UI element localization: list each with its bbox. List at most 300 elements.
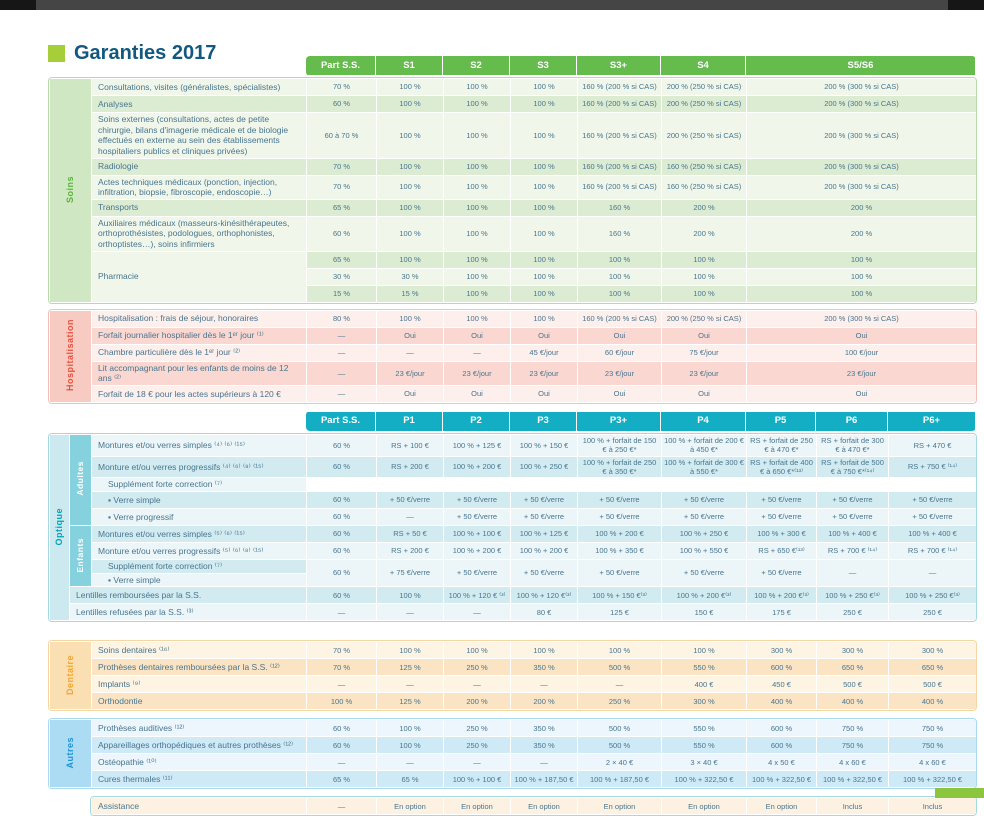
value-cell: 160 % (200 % si CAS) — [578, 158, 662, 175]
value-cell: 160 % (200 % si CAS) — [578, 113, 662, 159]
column-header-p5: P5 — [746, 411, 816, 431]
value-cell: 100 % + forfait de 300 € à 550 €* — [662, 456, 747, 478]
value-cell: 160 % (200 % si CAS) — [578, 310, 662, 327]
table-row — [50, 327, 977, 344]
column-header-p3: P3 — [510, 411, 577, 431]
section-label-soins-text: Soins — [64, 175, 75, 203]
value-cell: 30 % — [307, 268, 377, 285]
value-cell: 200 % — [662, 199, 747, 216]
value-cell: 100 % — [511, 216, 578, 251]
value-cell: 80 % — [307, 310, 377, 327]
value-cell: — — [444, 754, 511, 771]
value-cell: 70 % — [307, 642, 377, 659]
value-cell: 100 % + 100 € — [444, 771, 511, 788]
value-cell: RS + 200 € — [377, 543, 444, 560]
table-row — [50, 113, 977, 159]
table-row — [50, 771, 977, 788]
value-cell: 550 % — [662, 737, 747, 754]
optique-section-host — [48, 433, 979, 622]
value-cell: 500 % — [578, 720, 662, 737]
value-cell: + 50 €/verre — [747, 560, 817, 587]
value-cell: — — [377, 604, 444, 621]
section-label-hospitalisation-text: Hospitalisation — [64, 319, 75, 392]
value-cell: 60 % — [307, 587, 377, 604]
value-cell: — — [377, 344, 444, 361]
row-label: ▪ Verre simple — [92, 492, 307, 509]
value-cell: 70 % — [307, 79, 377, 96]
value-cell: 100 % — [444, 96, 511, 113]
value-cell: — — [444, 676, 511, 693]
row-label: Forfait de 18 € pour les actes supérieurs à 120 € — [92, 385, 307, 402]
value-cell: 200 % (250 % si CAS) — [662, 96, 747, 113]
value-cell: En option — [377, 798, 444, 815]
value-cell: 750 % — [889, 720, 977, 737]
value-cell: 100 % — [511, 158, 578, 175]
value-cell: 4 x 60 € — [889, 754, 977, 771]
value-cell: 200 % (300 % si CAS) — [747, 310, 977, 327]
value-cell: 100 % + forfait de 150 € à 250 €* — [578, 434, 662, 456]
value-cell: 250 € — [817, 604, 889, 621]
row-label: Soins dentaires ⁽¹⁶⁾ — [92, 642, 307, 659]
value-cell: 100 % + 100 € — [444, 526, 511, 543]
value-cell: 400 % — [889, 693, 977, 710]
value-cell: Oui — [662, 327, 747, 344]
value-cell: 650 % — [889, 659, 977, 676]
value-cell: 100 % + 200 € — [578, 526, 662, 543]
value-cell: 15 % — [377, 285, 444, 302]
value-cell: Oui — [747, 385, 977, 402]
value-cell: 65 % — [307, 251, 377, 268]
value-cell: 4 x 50 € — [747, 754, 817, 771]
value-cell: + 50 €/verre — [444, 509, 511, 526]
value-cell: 100 % — [377, 199, 444, 216]
column-header-table — [305, 411, 976, 432]
value-cell: + 50 €/verre — [511, 560, 578, 587]
value-cell: — — [511, 754, 578, 771]
table-row — [50, 604, 977, 621]
row-label: Lentilles remboursées par la S.S. — [70, 587, 307, 604]
value-cell: RS + 100 € — [377, 434, 444, 456]
value-cell: 100 % + 350 € — [578, 543, 662, 560]
value-cell: 100 % — [377, 175, 444, 199]
value-cell: 160 % (200 % si CAS) — [578, 96, 662, 113]
column-header-part-s-s-: Part S.S. — [306, 56, 376, 76]
column-header-row — [306, 411, 976, 431]
table-row — [50, 693, 977, 710]
value-cell: 100 % — [662, 251, 747, 268]
value-cell: 100 % — [662, 642, 747, 659]
value-cell: 100 % — [377, 587, 444, 604]
row-label: Supplément forte correction ⁽⁷⁾ — [92, 560, 307, 574]
value-cell: 23 €/jour — [662, 361, 747, 385]
value-cell: 100 % — [747, 251, 977, 268]
value-cell: 125 % — [377, 659, 444, 676]
page-title-text: Garanties 2017 — [74, 42, 217, 64]
value-cell: 100 % — [578, 251, 662, 268]
value-cell: — — [511, 676, 578, 693]
value-cell: 160 % (250 % si CAS) — [662, 158, 747, 175]
value-cell: 65 % — [307, 199, 377, 216]
value-cell: 23 €/jour — [444, 361, 511, 385]
value-cell: 100 % — [578, 642, 662, 659]
value-cell: 600 % — [747, 659, 817, 676]
value-cell: 100 % + forfait de 250 € à 350 €* — [578, 456, 662, 478]
value-cell: + 50 €/verre — [662, 509, 747, 526]
value-cell: 100 % + 322,50 € — [662, 771, 747, 788]
value-cell: 4 x 60 € — [817, 754, 889, 771]
value-cell: + 50 €/verre — [511, 509, 578, 526]
row-label: Appareillages orthopédiques et autres prothèses ⁽¹²⁾ — [92, 737, 307, 754]
value-cell: 100 % + 550 € — [662, 543, 747, 560]
column-header-p1: P1 — [376, 411, 443, 431]
row-label: Pharmacie — [92, 251, 307, 302]
value-cell: 200 % (300 % si CAS) — [747, 158, 977, 175]
table-row — [50, 737, 977, 754]
value-cell: RS + forfait de 300 € à 470 €* — [817, 434, 889, 456]
value-cell: 200 % (300 % si CAS) — [747, 79, 977, 96]
value-cell: 100 % — [444, 113, 511, 159]
value-cell: 100 % — [444, 268, 511, 285]
row-label: Actes techniques médicaux (ponction, injection, infiltration, biopsie, fibroscopie, endoscopie…) — [92, 175, 307, 199]
value-cell: 45 €/jour — [511, 344, 578, 361]
value-cell: 500 % — [578, 659, 662, 676]
value-cell: 100 % — [377, 96, 444, 113]
value-cell: Oui — [377, 327, 444, 344]
value-cell: 100 % + 120 €⁽³⁾ — [511, 587, 578, 604]
value-cell: 100 % — [377, 310, 444, 327]
value-cell: 23 €/jour — [578, 361, 662, 385]
value-cell: 70 % — [307, 175, 377, 199]
value-cell: + 50 €/verre — [889, 509, 977, 526]
value-cell: 60 €/jour — [578, 344, 662, 361]
value-cell: 23 €/jour — [377, 361, 444, 385]
value-cell: 100 % — [377, 720, 444, 737]
section-label-hospitalisation — [50, 310, 92, 402]
table-row — [50, 526, 977, 543]
value-cell: 100 % + 150 € — [511, 434, 578, 456]
autres-table — [49, 719, 977, 788]
value-cell: — — [377, 509, 444, 526]
value-cell: — — [307, 604, 377, 621]
row-label: Analyses — [92, 96, 307, 113]
value-cell: 100 % — [511, 79, 578, 96]
value-cell: 160 % (200 % si CAS) — [578, 79, 662, 96]
value-cell: 100 €/jour — [747, 344, 977, 361]
value-cell: — — [377, 676, 444, 693]
value-cell: 100 % + 200 €⁽³⁾ — [747, 587, 817, 604]
value-cell: — — [307, 361, 377, 385]
row-label: Monture et/ou verres progressifs ⁽⁵⁾ ⁽⁶⁾ ⁽⁸⁾ ⁽¹⁵⁾ — [92, 543, 307, 560]
value-cell: 3 × 40 € — [662, 754, 747, 771]
table-row — [50, 509, 977, 526]
table-row — [50, 199, 977, 216]
value-cell: — — [307, 327, 377, 344]
empty-cell — [307, 478, 977, 492]
window-top-bar — [0, 0, 984, 10]
value-cell: Oui — [444, 327, 511, 344]
value-cell: + 50 €/verre — [444, 560, 511, 587]
value-cell: 160 % — [578, 199, 662, 216]
table-row — [50, 216, 977, 251]
value-cell: + 50 €/verre — [889, 492, 977, 509]
value-cell: 100 % + 250 € — [662, 526, 747, 543]
soins-section — [48, 77, 977, 304]
value-cell: 200 % (300 % si CAS) — [747, 175, 977, 199]
value-cell: 250 % — [444, 720, 511, 737]
row-label: Lentilles refusées par la S.S. ⁽³⁾ — [70, 604, 307, 621]
value-cell: + 50 €/verre — [662, 492, 747, 509]
value-cell: + 50 €/verre — [662, 560, 747, 587]
value-cell: RS + forfait de 250 € à 470 €* — [747, 434, 817, 456]
value-cell: 100 % — [377, 113, 444, 159]
value-cell: Oui — [377, 385, 444, 402]
row-label: Ostéopathie ⁽¹⁰⁾ — [92, 754, 307, 771]
row-label: Lit accompagnant pour les enfants de moins de 12 ans ⁽²⁾ — [92, 361, 307, 385]
value-cell: 100 % + 200 €⁽³⁾ — [662, 587, 747, 604]
value-cell: 100 % — [377, 158, 444, 175]
column-header-s3-: S3+ — [577, 56, 661, 76]
value-cell: 100 % — [511, 96, 578, 113]
subgroup-label-adultes — [70, 434, 92, 525]
value-cell: 100 % — [511, 175, 578, 199]
value-cell: 100 % — [307, 693, 377, 710]
value-cell: 600 % — [747, 737, 817, 754]
value-cell: 100 % + 250 € — [511, 456, 578, 478]
value-cell: 100 % — [444, 158, 511, 175]
column-header-table — [305, 55, 976, 76]
value-cell: 60 % — [307, 509, 377, 526]
column-header-p6: P6 — [816, 411, 888, 431]
value-cell: 80 € — [511, 604, 578, 621]
value-cell: 100 % — [511, 113, 578, 159]
column-header-s5-s6: S5/S6 — [746, 56, 976, 76]
hospitalisation-section-host — [48, 309, 979, 404]
value-cell: 200 % (300 % si CAS) — [747, 96, 977, 113]
value-cell: 250 € — [889, 604, 977, 621]
value-cell: + 50 €/verre — [747, 492, 817, 509]
value-cell: 60 % — [307, 543, 377, 560]
value-cell: — — [889, 560, 977, 587]
table-row — [50, 587, 977, 604]
value-cell: 100 % — [377, 642, 444, 659]
section-label-autres-text: Autres — [64, 736, 75, 769]
value-cell: 400 % — [747, 693, 817, 710]
row-label: Auxiliaires médicaux (masseurs-kinésithérapeutes, orthoprothésistes, podologues, orthophonistes, orthoptistes…), soins infirmiers — [92, 216, 307, 251]
value-cell: + 50 €/verre — [817, 509, 889, 526]
value-cell: 65 % — [307, 771, 377, 788]
row-label: Montures et/ou verres simples ⁽⁴⁾ ⁽⁶⁾ ⁽¹⁵⁾ — [92, 434, 307, 456]
value-cell: 100 % — [662, 285, 747, 302]
value-cell: 250 % — [444, 737, 511, 754]
table-row — [50, 456, 977, 478]
soins-section-host — [48, 77, 979, 304]
subgroup-label-enfants — [70, 526, 92, 587]
value-cell: 100 % + 400 € — [817, 526, 889, 543]
value-cell: 250 % — [444, 659, 511, 676]
value-cell: — — [444, 344, 511, 361]
value-cell: 100 % + 200 € — [444, 456, 511, 478]
value-cell: RS + 200 € — [377, 456, 444, 478]
column-header-s3: S3 — [510, 56, 577, 76]
value-cell: 500 % — [578, 737, 662, 754]
value-cell: 200 % — [444, 693, 511, 710]
value-cell: 60 à 70 % — [307, 113, 377, 159]
value-cell: 300 % — [662, 693, 747, 710]
value-cell: Oui — [511, 385, 578, 402]
section-label-dentaire-text: Dentaire — [64, 654, 75, 695]
value-cell: RS + 750 € ⁽¹⁴⁾ — [889, 456, 977, 478]
section-label-dentaire — [50, 642, 92, 710]
value-cell: + 50 €/verre — [578, 492, 662, 509]
value-cell: En option — [747, 798, 817, 815]
value-cell: Oui — [578, 327, 662, 344]
value-cell: 100 % — [444, 79, 511, 96]
autres-section-host — [48, 718, 979, 789]
table-row — [50, 754, 977, 771]
value-cell: 100 % + 125 € — [511, 526, 578, 543]
section-label-soins — [50, 79, 92, 303]
value-cell: 70 % — [307, 659, 377, 676]
hospitalisation-table — [49, 310, 977, 403]
row-label: Montures et/ou verres simples ⁽⁵⁾ ⁽⁶⁾ ⁽¹⁵⁾ — [92, 526, 307, 543]
value-cell: 150 € — [662, 604, 747, 621]
row-label: Monture et/ou verres progressifs ⁽⁴⁾ ⁽⁶⁾ ⁽⁸⁾ ⁽¹⁵⁾ — [92, 456, 307, 478]
value-cell: 400 € — [662, 676, 747, 693]
optique-section — [48, 433, 977, 622]
value-cell: + 50 €/verre — [578, 560, 662, 587]
column-header-s1: S1 — [376, 56, 443, 76]
row-label: Forfait journalier hospitalier dès le 1ᵉʳ jour ⁽¹⁾ — [92, 327, 307, 344]
value-cell: 30 % — [377, 268, 444, 285]
subgroup-label-adultes-text: Adultes — [75, 461, 86, 497]
value-cell: RS + 50 € — [377, 526, 444, 543]
value-cell: 100 % — [511, 268, 578, 285]
value-cell: 750 % — [817, 737, 889, 754]
row-label: Consultations, visites (généralistes, spécialistes) — [92, 79, 307, 96]
value-cell: 100 % — [511, 642, 578, 659]
table-row — [50, 720, 977, 737]
row-label: Orthodontie — [92, 693, 307, 710]
subgroup-label-enfants-text: Enfants — [75, 537, 86, 573]
value-cell: 100 % — [747, 268, 977, 285]
value-cell: 100 % + 187,50 € — [511, 771, 578, 788]
value-cell: 175 € — [747, 604, 817, 621]
value-cell: 60 % — [307, 737, 377, 754]
value-cell: Oui — [511, 327, 578, 344]
value-cell: 160 % (200 % si CAS) — [578, 175, 662, 199]
value-cell: 100 % + 120 € ⁽³⁾ — [444, 587, 511, 604]
value-cell: 100 % — [444, 642, 511, 659]
value-cell: 100 % — [377, 79, 444, 96]
table-row — [50, 478, 977, 492]
value-cell: En option — [511, 798, 578, 815]
value-cell: 60 % — [307, 96, 377, 113]
value-cell: 100 % + 125 € — [444, 434, 511, 456]
value-cell: En option — [578, 798, 662, 815]
table-row — [92, 798, 977, 815]
row-label: Supplément forte correction ⁽⁷⁾ — [92, 478, 307, 492]
value-cell: 100 % — [511, 251, 578, 268]
value-cell: + 50 €/verre — [444, 492, 511, 509]
value-cell: En option — [662, 798, 747, 815]
table-row — [50, 344, 977, 361]
column-header-p3-: P3+ — [577, 411, 661, 431]
section-label-optique — [50, 434, 70, 620]
column-header-part-s-s-: Part S.S. — [306, 411, 376, 431]
value-cell: 100 % + 150 €⁽³⁾ — [578, 587, 662, 604]
row-label: Prothèses auditives ⁽¹²⁾ — [92, 720, 307, 737]
value-cell: 300 % — [889, 642, 977, 659]
value-cell: + 75 €/verre — [377, 560, 444, 587]
table-row — [50, 96, 977, 113]
value-cell: 100 % — [444, 285, 511, 302]
value-cell: 200 % (250 % si CAS) — [662, 79, 747, 96]
value-cell: — — [307, 676, 377, 693]
value-cell: 100 % — [511, 199, 578, 216]
value-cell: 100 % + 300 € — [747, 526, 817, 543]
value-cell: 100 % + 200 € — [511, 543, 578, 560]
row-label: Cures thermales ⁽¹¹⁾ — [92, 771, 307, 788]
value-cell: — — [307, 798, 377, 815]
value-cell: — — [444, 604, 511, 621]
value-cell: 100 % + 322,50 € — [889, 771, 977, 788]
footer-accent-block — [935, 788, 984, 798]
value-cell: RS + forfait de 500 € à 750 €*⁽¹⁴⁾ — [817, 456, 889, 478]
value-cell: 60 % — [307, 526, 377, 543]
value-cell: 100 % + 322,50 € — [747, 771, 817, 788]
row-label: Chambre particulière dès le 1ᵉʳ jour ⁽²⁾ — [92, 344, 307, 361]
value-cell: 750 % — [817, 720, 889, 737]
value-cell: 100 % + forfait de 200 € à 450 €* — [662, 434, 747, 456]
value-cell: + 50 €/verre — [578, 509, 662, 526]
value-cell: 100 % + 322,50 € — [817, 771, 889, 788]
section-label-optique-text: Optique — [53, 507, 64, 546]
value-cell: — — [307, 344, 377, 361]
value-cell: 100 % — [511, 310, 578, 327]
row-label: Implants ⁽⁹⁾ — [92, 676, 307, 693]
dentaire-table — [49, 641, 977, 710]
value-cell: 60 % — [307, 720, 377, 737]
table-row — [50, 310, 977, 327]
value-cell: 160 % (250 % si CAS) — [662, 175, 747, 199]
value-cell: 650 % — [817, 659, 889, 676]
value-cell: 100 % — [444, 251, 511, 268]
optique-table — [49, 434, 977, 621]
value-cell: 15 % — [307, 285, 377, 302]
value-cell: 750 % — [889, 737, 977, 754]
value-cell: RS + 700 € ⁽¹⁴⁾ — [889, 543, 977, 560]
column-header-s2: S2 — [443, 56, 510, 76]
value-cell: 100 % — [747, 285, 977, 302]
value-cell: 550 % — [662, 720, 747, 737]
value-cell: 60 % — [307, 434, 377, 456]
value-cell: — — [817, 560, 889, 587]
column-header-p6-: P6+ — [888, 411, 976, 431]
value-cell: + 50 €/verre — [377, 492, 444, 509]
table-row — [50, 642, 977, 659]
value-cell: 350 % — [511, 737, 578, 754]
value-cell: 200 % — [511, 693, 578, 710]
value-cell: 200 % (300 % si CAS) — [747, 113, 977, 159]
value-cell: 100 % — [444, 199, 511, 216]
value-cell: 100 % — [578, 268, 662, 285]
dentaire-section-host — [48, 640, 979, 711]
dentaire-section — [48, 640, 977, 711]
value-cell: 200 % — [662, 216, 747, 251]
value-cell: 75 €/jour — [662, 344, 747, 361]
value-cell: 125 € — [578, 604, 662, 621]
value-cell: 100 % + 200 € — [444, 543, 511, 560]
